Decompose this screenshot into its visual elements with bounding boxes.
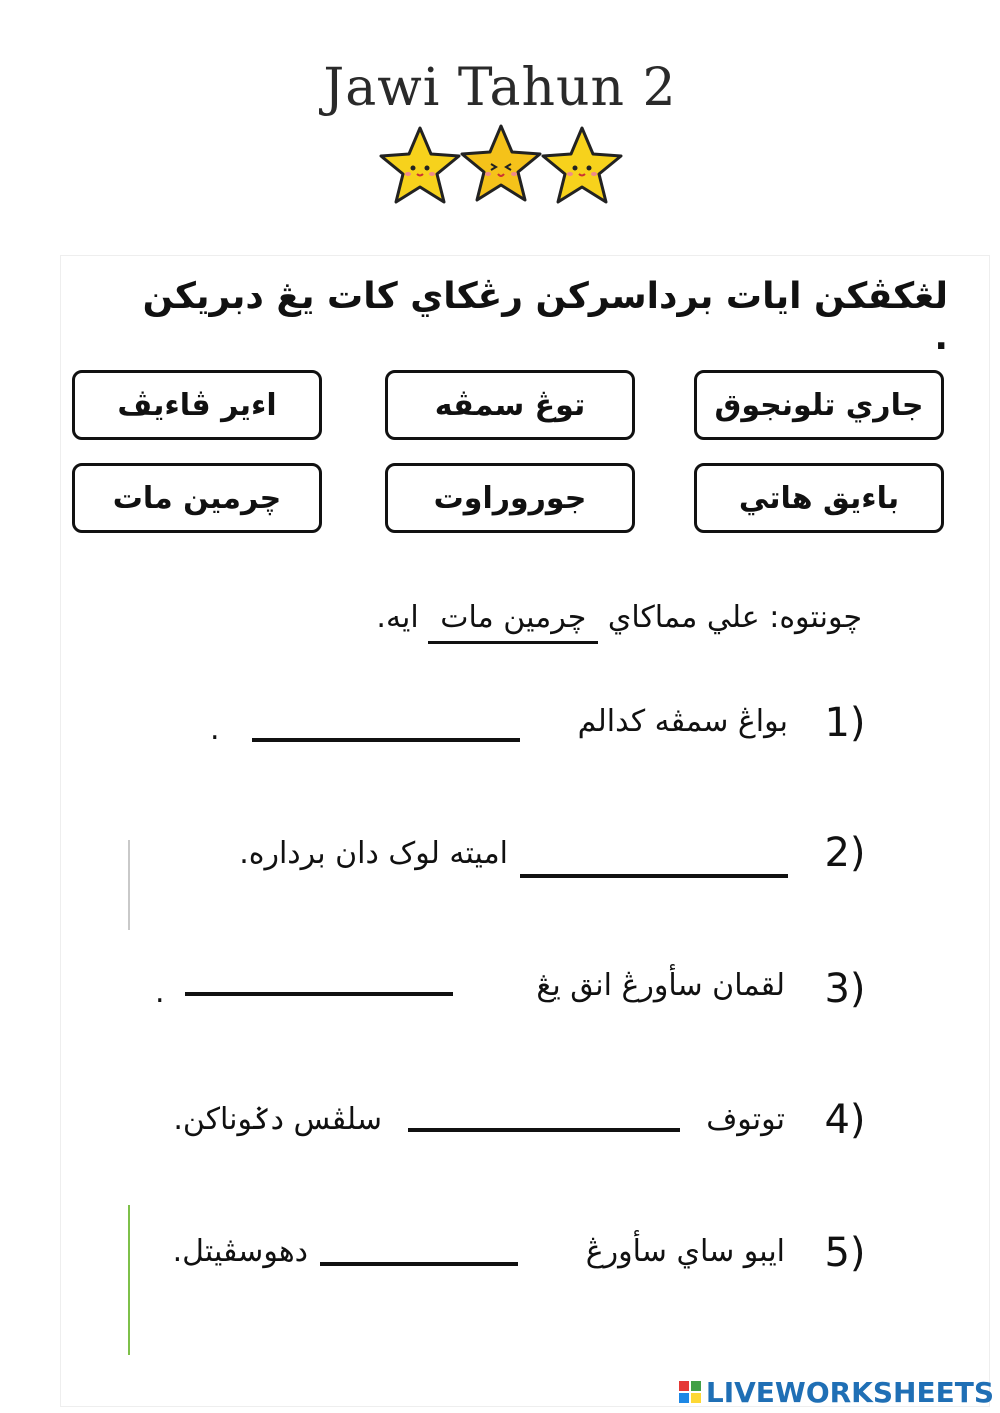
word-bank-box: جاري تلونجوق <box>694 370 944 440</box>
page-title: Jawi Tahun 2 <box>323 58 677 118</box>
question-number: 2) <box>824 830 866 876</box>
question-text: دهوسڤيتل. <box>172 1234 308 1269</box>
star-icon <box>381 128 459 202</box>
margin-line <box>128 1205 130 1355</box>
question-period: . <box>210 712 220 747</box>
star-icon <box>543 128 621 202</box>
example-suffix: ايه. <box>376 600 419 635</box>
question-text: توتوف <box>706 1102 785 1137</box>
answer-blank[interactable] <box>320 1262 518 1266</box>
example-prefix: چونتوه: علي مماكاي <box>607 600 862 635</box>
question-period: . <box>155 975 165 1010</box>
word-bank-box: اءير ڤاءيڤ <box>72 370 322 440</box>
margin-line <box>128 840 130 930</box>
question-number: 4) <box>824 1097 866 1143</box>
answer-blank[interactable] <box>185 992 453 996</box>
question-number: 5) <box>824 1230 866 1276</box>
question-text: اميته لوک دان برداره. <box>239 836 508 871</box>
stars-decoration <box>378 122 624 214</box>
answer-blank[interactable] <box>252 738 520 742</box>
liveworksheets-logo-icon <box>678 1380 702 1404</box>
word-bank-box: باءيق هاتي <box>694 463 944 533</box>
question-number: 3) <box>824 966 866 1012</box>
instruction-text: لڠكڤكن ايات برداسركن رڠكاي كات يڠ دبريكن . <box>142 276 948 358</box>
word-bank-box: چرمين مات <box>72 463 322 533</box>
question-text: سلڤس دݢوناكن. <box>173 1102 382 1137</box>
example-sentence <box>262 600 862 644</box>
answer-blank[interactable] <box>520 874 788 878</box>
question-number: 1) <box>824 700 866 746</box>
answer-blank[interactable] <box>408 1128 680 1132</box>
question-text: لقمان سأورڠ انق يڠ <box>536 968 785 1003</box>
example-answer: چرمين مات <box>428 600 598 644</box>
question-text: بواڠ سمڤه كدالم <box>577 704 788 739</box>
liveworksheets-branding[interactable] <box>678 1372 994 1412</box>
question-text: ايبو ساي سأورڠ <box>585 1234 785 1269</box>
word-bank-box: جوروراوت <box>385 463 635 533</box>
word-bank-box: توڠ سمڤه <box>385 370 635 440</box>
brand-text: LIVEWORKSHEETS <box>705 1375 994 1409</box>
star-icon <box>462 126 540 200</box>
